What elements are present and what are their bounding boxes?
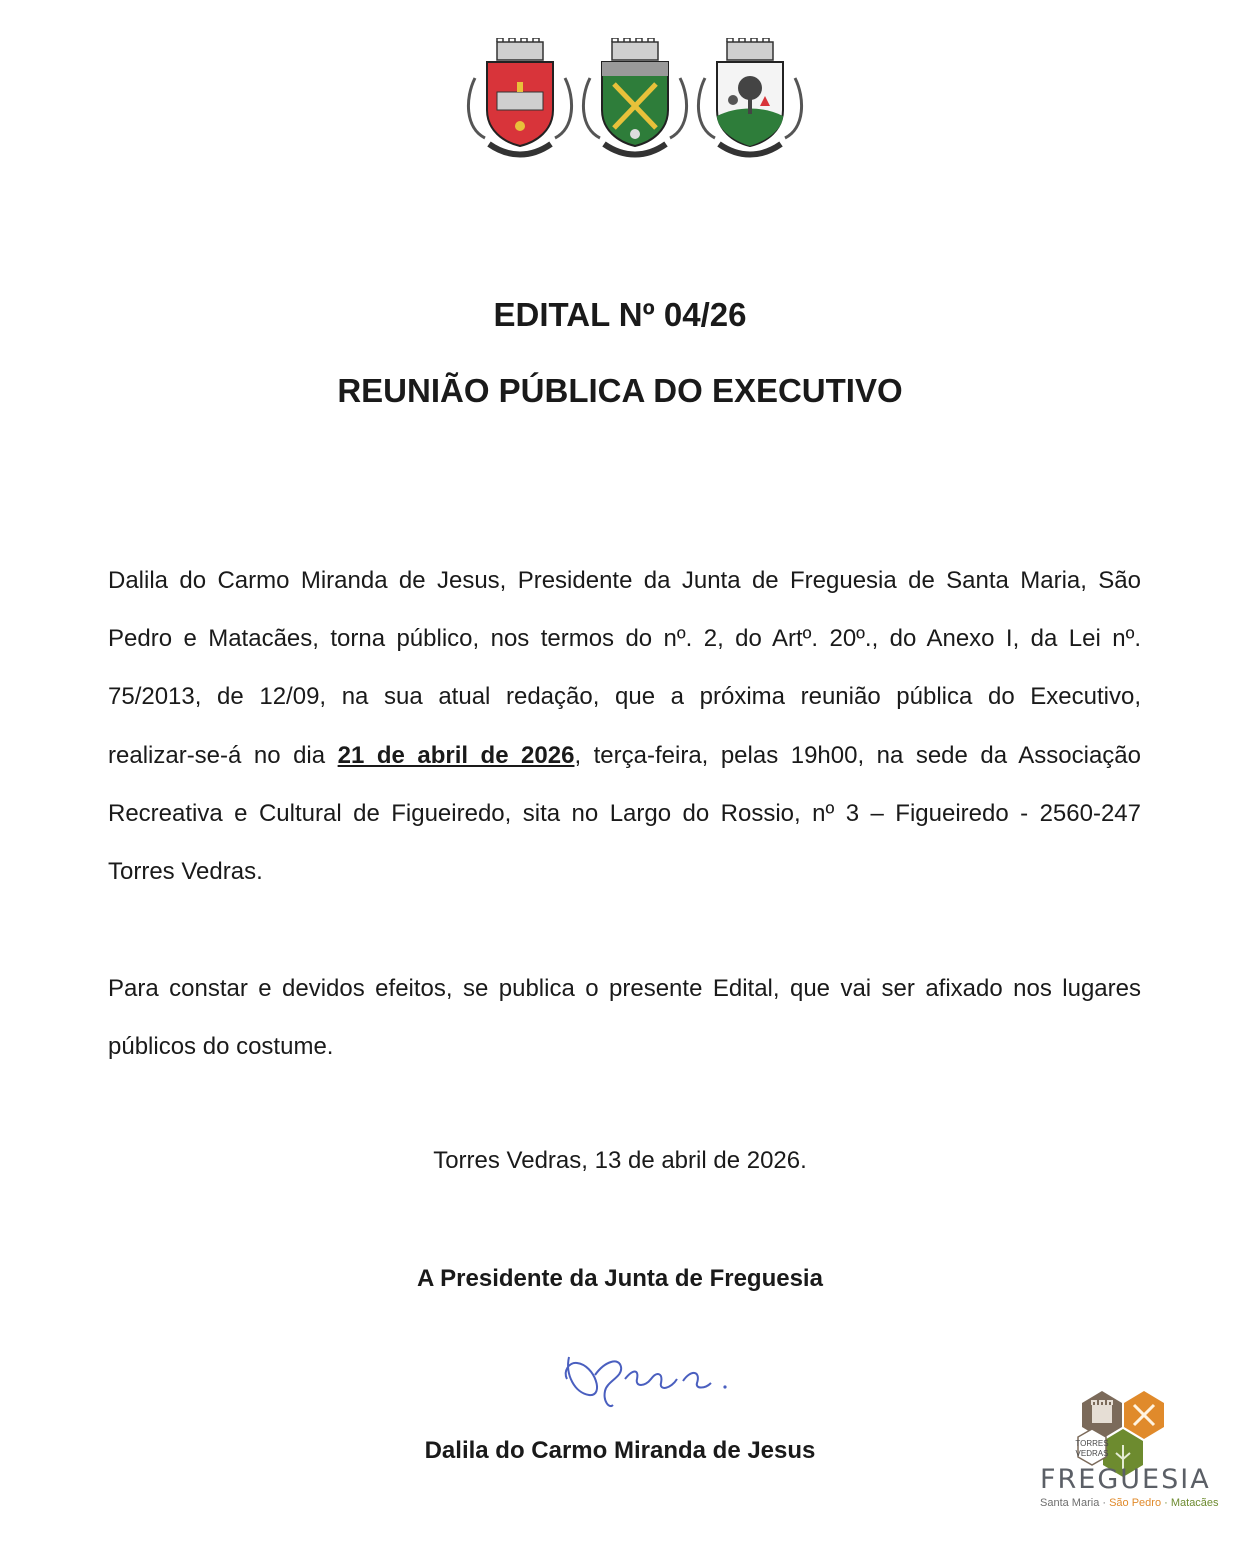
- paragraph-line: [108, 727, 1141, 785]
- parish-crests: [455, 38, 815, 168]
- logo-subtitle: [1040, 1495, 1219, 1511]
- paragraph-line: Torres Vedras.: [108, 857, 263, 885]
- logo-sao-pedro: São Pedro: [1109, 1497, 1162, 1509]
- meeting-intro-text: realizar-se-á no dia: [108, 741, 338, 769]
- handwritten-signature: [555, 1335, 745, 1415]
- freguesia-logo-text: [1040, 1464, 1219, 1511]
- logo-santa-maria: Santa Maria ·: [1040, 1497, 1110, 1509]
- paragraph-line: públicos do costume.: [108, 1033, 334, 1061]
- svg-text:VEDRAS: VEDRAS: [1075, 1449, 1109, 1458]
- paragraph-line: Pedro e Matacães, torna público, nos termos do nº. 2, do Artº. 20º., do Anexo I, da Lei nº.: [108, 625, 1141, 653]
- meeting-date: 21 de abril de 2026: [337, 741, 575, 769]
- svg-text:TORRES: TORRES: [1075, 1439, 1109, 1448]
- logo-name: FREGUESIA: [1040, 1464, 1211, 1495]
- matacaes-crest: [698, 38, 801, 155]
- meeting-title: REUNIÃO PÚBLICA DO EXECUTIVO: [337, 372, 903, 409]
- meeting-details-text: , terça-feira, pelas 19h00, na sede da Associação: [574, 741, 1141, 769]
- paragraph-line: Dalila do Carmo Miranda de Jesus, Presidente da Junta de Freguesia de Santa Maria, São: [108, 567, 1141, 594]
- place-and-date: Torres Vedras, 13 de abril de 2026.: [433, 1147, 807, 1174]
- edital-number-title: EDITAL Nº 04/26: [493, 296, 747, 333]
- signatory-role: A Presidente da Junta de Freguesia: [417, 1265, 823, 1292]
- santa-maria-crest: [468, 38, 571, 155]
- paragraph-line: Recreativa e Cultural de Figueiredo, sita no Largo do Rossio, nº 3 – Figueiredo - 2560-247: [108, 799, 1141, 827]
- paragraph-line: Para constar e devidos efeitos, se publica o presente Edital, que vai ser afixado nos lugares: [108, 975, 1141, 1002]
- logo-matacaes: · Matacães: [1161, 1497, 1219, 1509]
- sao-pedro-crest: [583, 38, 686, 155]
- signatory-name: Dalila do Carmo Miranda de Jesus: [424, 1437, 816, 1464]
- announcement-paragraph: [108, 552, 1141, 901]
- crests-graphic: [455, 38, 815, 168]
- paragraph-line: 75/2013, de 12/09, na sua atual redação, que a próxima reunião pública do Executivo,: [108, 683, 1141, 711]
- publication-paragraph: [108, 960, 1141, 1076]
